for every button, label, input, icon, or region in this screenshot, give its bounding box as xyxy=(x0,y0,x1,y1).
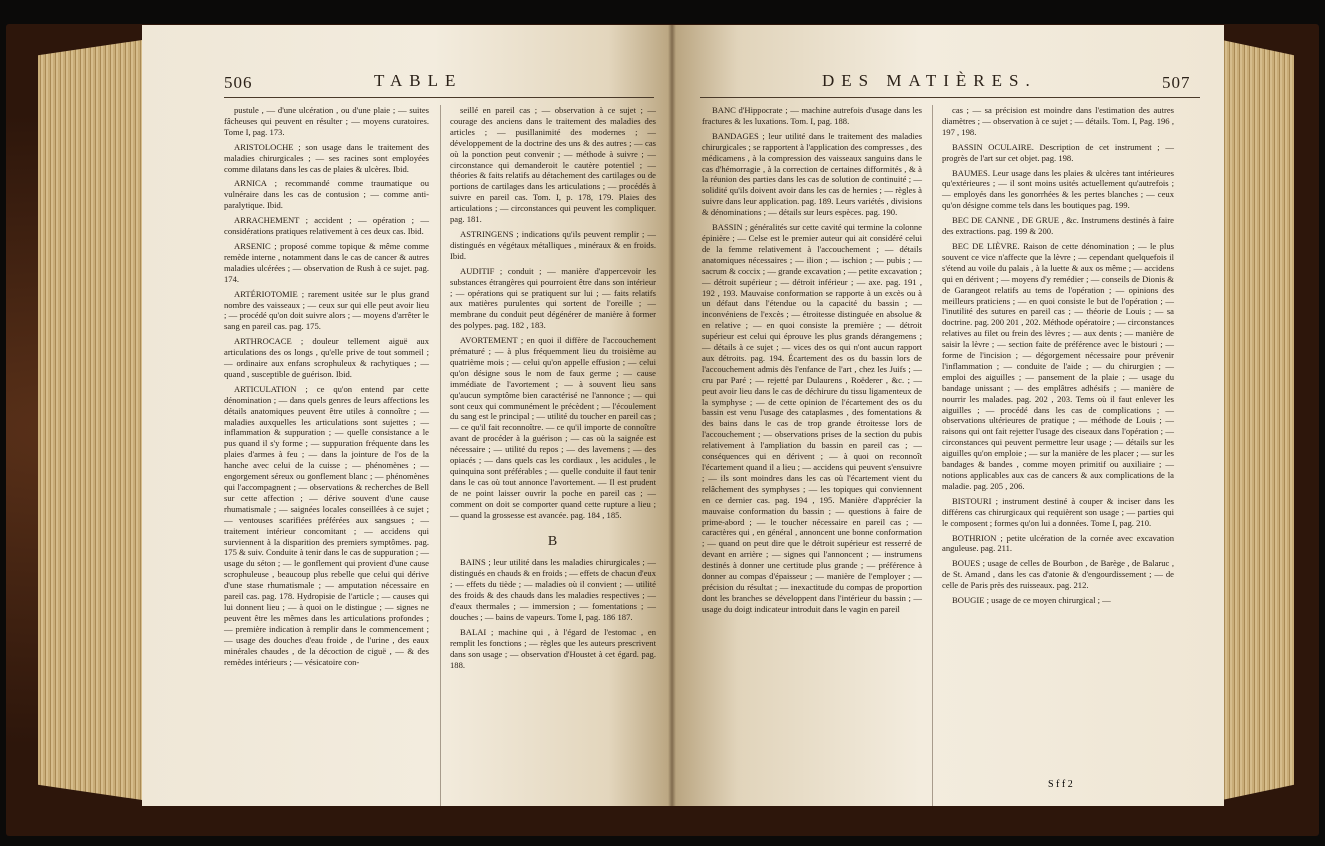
left-page-column-1 xyxy=(224,105,429,671)
index-entry: BOTHRION ; petite ulcération de la cornée avec excavation anguleuse. pag. 211. xyxy=(942,532,1174,554)
page-edges-left xyxy=(38,40,142,800)
page-number-right: 507 xyxy=(1162,73,1191,92)
index-entry: ASTRINGENS ; indications qu'ils peuvent remplir ; — distingués en végétaux métalliques , minéraux & en froids. Ibid. xyxy=(450,228,656,261)
column-2-entries-b xyxy=(450,557,656,670)
index-entry: ARNICA ; recommandé comme traumatique ou vulnéraire dans les cas de contusion ; — comme anti-paralytique. Ibid. xyxy=(224,178,429,211)
index-entry: BASSIN ; généralités sur cette cavité qui termine la colonne épinière ; — Celse est le premier auteur qui ait considéré celui de la femme relativement à l'accouchement ; — détails anatomiques nécessaires ; — ilion ; — ischion ; — pubis ; — sacrum & coccix ; — grande excavation ; — petite excavation ; — détroit supérieur ; — détroit inférieur ; — axe. pag. 191 , 192 , 193. Mauvaise conformation se rapporte à un excès ou à un défaut dans l'étendue ou la capacité du bassin ; — inconvéniens de l'excès ; — étroitesse distinguée en absolue & en relative ; — en quoi consiste la première ; — détroit supérieur est celui qui éprouve les plus grands dérangemens ; — détails à ce sujet ; — vices des os qui n'ont aucun rapport aux détroits. pag. 194. Écartement des os du bassin lors de l'accouchement admis dès l'enfance de l'art , chez les Juifs ; — cru par Paré ; — rejetté par Dulaurens , Roëderer , &c. ; — peut avoir lieu dans le cas de déchirure du tissu ligamenteux de la symphyse ; — de cette opinion de l'écartement des os du bassin est venu l'usage des cataplasmes , des fomentations & des bains dans le cas de trop grande étroitesse lors de l'accouchement ; — observations prises de la section du pubis relativement à l'ampliation du bassin en pareil cas ; — conséquences qui en dérivent ; — à quoi on reconnoît l'écartement quand il a lieu ; — accidens qui peuvent s'ensuivre ; — ils sont moindres dans les cas où l'écartement vient du relâchement des symphyses ; — les topiques qui conviennent en ce dernier cas. pag. 194 , 195. Manière d'apprécier la mauvaise conformation du bassin ; — questions à faire de prime-abord ; — le toucher nécessaire en pareil cas ; — caractères qui , en général , annoncent une bonne conformation ; — quand on peut dire que le détroit supérieur est resserré de devant en arrière ; — signes qui l'annoncent ; — instrumens destinés à donner une certitude plus grande ; — préférence à donner au compas d'épaisseur ; — manière de l'employer ; — précision du résultat ; — inexactitude du compas de proportion dont les branches se développent dans l'intérieur du bassin ; — usage du doigt indicateur introduit dans le vagin en pareil xyxy=(702,222,922,614)
right-page-column-1 xyxy=(702,105,922,619)
index-entry: ARRACHEMENT ; accident ; — opération ; — considérations pratiques relativement à ces deux cas. Ibid. xyxy=(224,215,429,237)
index-entry: ARTÉRIOTOMIE ; rarement usitée sur le plus grand nombre des vaisseaux ; — ceux sur qui elle peut avoir lieu ; — procédé qu'on doit suivre alors ; — moyens d'arrêter le sang en pareil cas. pag. 175. xyxy=(224,288,429,332)
right-page xyxy=(672,25,1224,806)
index-entry: BANDAGES ; leur utilité dans le traitement des maladies chirurgicales ; se rapportent à l'application des compresses , des médicamens , à la compression des vaisseaux sanguins dans le cas d'hémorragie , à la correction de certaines difformités , & à la réunion des parties dans les cas de solution de continuité ; — solidité qu'ils doivent avoir dans les cas de hernies ; — règles à suivre dans leur application. pag. 189. Leurs variétés , divisions & dénominations ; — détails sur leurs espèces. pag. 190. xyxy=(702,130,922,218)
signature-mark: S f f 2 xyxy=(1048,779,1073,790)
index-entry: seillé en pareil cas ; — observation à ce sujet ; — courage des anciens dans le traitement des maladies des articles ; — pusillanimité des modernes ; — développement de la doctrine des uns & des autres ; — cas où la ponction peut convenir ; — méthode à suivre ; — circonstance qui demanderoit le cautère potentiel ; — théories & faits relatifs au détachement des cartilages ou de portions de cartilages dans les articulations ; — procédés à suivre en pareil cas. Tom. I, p. 178, 179. Plaies des articulations ; — circonstances qui peuvent les compliquer. pag. 181. xyxy=(450,105,656,225)
left-page xyxy=(142,25,672,806)
index-entry: BASSIN OCULAIRE. Description de cet instrument ; — progrès de l'art sur cet objet. pag. 198. xyxy=(942,141,1174,163)
index-entry: cas ; — sa précision est moindre dans l'estimation des autres diamètres ; — observation à ce sujet ; — détails. Tom. I, Pag. 196 , 197 , 198. xyxy=(942,105,1174,137)
page-number-left: 506 xyxy=(224,73,253,92)
column-divider-left xyxy=(440,105,441,806)
header-rule-right xyxy=(700,97,1200,98)
index-entry: ARISTOLOCHE ; son usage dans le traitement des maladies chirurgicales ; — ses racines sont employées comme dilatans dans les cas de plaies & ulcères. Ibid. xyxy=(224,141,429,174)
page-edges-right xyxy=(1222,40,1294,800)
index-entry: BEC DE LIÈVRE. Raison de cette dénomination ; — le plus souvent ce vice n'affecte que la lèvre ; — cependant quelquefois il s'étend au voile du palais , à la luette & aux os même ; — accidens qui en dérivent ; — moyens d'y remédier ; — conseils de Dionis & de Garangeot relatifs au tems de l'opération ; — opinions des meilleurs praticiens ; — en quoi consiste le but de l'opération ; — l'inutilité des sutures en pareil cas ; — théorie de Louis ; — sa doctrine. pag. 200 201 , 202. Méthode opératoire ; — circonstances relatives au filet ou frein des lèvres ; — aux dents ; — manière de saisir la lèvre ; — section faite de préférence avec le bistouri ; — forme de l'incision ; — dégorgement nécessaire pour prévenir l'inflammation ; — conduite de l'aide ; — du chirurgien ; — emploi des aiguilles ; — pansement de la plaie ; — usage du bandage unissant ; — des emplâtres adhésifs ; — manière de nourrir les malades. pag. 202 , 203. Tems où il faut enlever les aiguilles ; — procédé dans les cas de complications ; — observations ultérieures de pratique ; — méthode de Louis ; — raisons qui ont fait rejetter l'usage des ciseaux dans l'opération ; — circonstances qui peuvent permettre leur usage ; — détails sur les aiguilles qu'on emploie ; — sur la manière de les placer ; — sur les bandages & bandes , comme moyen primitif ou auxiliaire ; — notions applicables aux cas de cancers & aux complications de la maladie. pag. 205 , 206. xyxy=(942,240,1174,491)
left-page-column-2 xyxy=(450,105,656,675)
right-page-column-2 xyxy=(942,105,1174,610)
index-entry: BOUGIE ; usage de ce moyen chirurgical ; — xyxy=(952,595,1111,606)
book-gutter xyxy=(668,25,676,806)
index-entry: pustule , — d'une ulcération , ou d'une plaie ; — suites fâcheuses qui peuvent en résulter ; — moyens curatoires. Tome I, pag. 173. xyxy=(224,105,429,137)
index-entry: BISTOURI ; instrument destiné à couper & inciser dans les différens cas chirurgicaux qui requièrent son usage ; — parties qui le composent ; formes qu'on lui a données. Tome I, pag. 210. xyxy=(942,495,1174,528)
column-2-entries-a xyxy=(450,105,656,521)
index-entry: ARSENIC ; proposé comme topique & même comme remède interne , notamment dans le cas de cancer & autres maladies ulcérées ; — observation de Rush à ce sujet. pag. 174. xyxy=(224,240,429,284)
index-entry: BANC d'Hippocrate ; — machine autrefois d'usage dans les fractures & les luxations. Tom. I, pag. 188. xyxy=(702,105,922,126)
index-entry: BOUES ; usage de celles de Bourbon , de Barège , de Balaruc , de St. Amand , dans les cas d'atonie & d'engourdissement ; — de celle de Paris près des ruisseaux. pag. 212. xyxy=(942,558,1174,591)
index-entry: BAUMES. Leur usage dans les plaies & ulcères tant intérieures qu'extérieures ; — il sont moins usités actuellement qu'autrefois ; — employés dans les gonorrhées & les pertes blanches ; — ceux qu'on désigne comme tels dans les boutiques pag. 199. xyxy=(942,167,1174,211)
index-entry: AUDITIF ; conduit ; — manière d'appercevoir les substances étrangères qui pourroient être dans son intérieur ; — opérations qui se pratiquent sur lui ; — faits relatifs aux matières purulentes qui sortent de l'oreille ; — membrane du conduit peut dégénérer de manière à former des polypes. pag. 182 , 183. xyxy=(450,265,656,331)
header-rule-left xyxy=(224,97,654,98)
index-entry: BALAI ; machine qui , à l'égard de l'estomac , en remplit les fonctions ; — règles que les auteurs prescrivent dans son usage ; — observation d'Houstet à cet égard. pag. 188. xyxy=(450,626,656,670)
index-entry: ARTHROCACE ; douleur tellement aiguë aux articulations des os longs , qu'elle prive de tout sommeil ; — ordinaire aux enfans scrophuleux & rachytiques ; — quand , susceptible de guérison. Ibid. xyxy=(224,336,429,379)
running-head-right: DES MATIÈRES. xyxy=(822,71,1037,90)
running-head-left: TABLE xyxy=(374,71,463,90)
section-letter-heading: B xyxy=(547,533,559,549)
index-entry: AVORTEMENT ; en quoi il diffère de l'accouchement prématuré ; — à plus fréquemment lieu du troisième au quatrième mois ; — celui qu'on appelle effusion ; — celui qu'on désigne sous le nom de faux germe ; — cause immédiate de l'avortement ; — à souvent lieu sans qu'aucun symptôme bien caractérisé ne l'annonce ; — qui sont ceux qui communément le précèdent ; — l'écoulement du sang est le principal ; — utilité du toucher en pareil cas ; — ce qu'il fait reconnoître. — ce qu'il importe de connoître avant de procéder à la guérison ; — cas où la saignée est nécessaire ; — utilité du repos ; — des lavemens ; — des opiacés ; — dans quels cas les cordiaux , les acidules , le quinquina sont préférables ; — quelle conduite il faut tenir dans le cas où tout annonce l'avortement. — Il est prudent de ne point laisser ouvrir la poche en pareil cas ; — comment on doit se comporter quand cette rupture a lieu ; — quand la grossesse est avancée. pag. 184 , 185. xyxy=(450,335,656,520)
index-entry: BAINS ; leur utilité dans les maladies chirurgicales ; — distingués en chauds & en froids ; — effets de chacun d'eux ; — effets du tiède ; — maladies où il convient ; — utilité des froids & des chauds dans les maladies respectives ; — d'eaux thermales ; — immersion ; — fomentations ; — douches ; — bains de vapeurs. Tome I, pag. 186 187. xyxy=(450,557,656,622)
column-divider-right xyxy=(932,105,933,806)
index-entry: BEC DE CANNE , DE GRUE , &c. Instrumens destinés à faire des extractions. pag. 199 & 200. xyxy=(942,215,1174,237)
index-entry: ARTICULATION ; ce qu'on entend par cette dénomination ; — dans quels genres de leurs affections les détails anatomiques peuvent être utiles à connoître ; — maladies auxquelles les articulations sont sujettes ; — inflammation & suppuration ; — quelle consistance a le pus quand il s'y forme ; — suppuration fréquente dans les plaies d'armes à feu ; — dans la jointure de l'os de la hanche avec celui de la cuisse ; — phénomènes ; — engorgement séreux ou gonflement blanc ; — phénomènes qui l'accompagnent ; — observations & recherches de Bell sur cette affection ; — dérive souvent d'une cause rhumatismale ; — saignées locales conseillées à ce sujet ; — ventouses scarifiées préférées aux sangsues ; — traitement intérieur concomitant ; — accidens qui surviennent à la disparition des premiers symptômes. pag. 175 & suiv. Conduite à tenir dans le cas de suppuration ; — usage du séton ; — le gonflement qui provient d'une cause scrophuleuse , beaucoup plus rebelle que celui qui dérive d'une stase rhumatismale ; — amputation nécessaire en pareil cas. pag. 178. Hydropisie de l'article ; — causes qui lui donnent lieu ; — à quoi on le distingue ; — signes ne peuvent être les mêmes dans les articulations profondes ; — première indication à remplir dans le commencement ; — usage des douches d'eau froide , de l'urine , des eaux minérales chaudes , de la décoction de ciguë , — & des remèdes intérieurs ; — vésicatoire con- xyxy=(224,383,429,667)
